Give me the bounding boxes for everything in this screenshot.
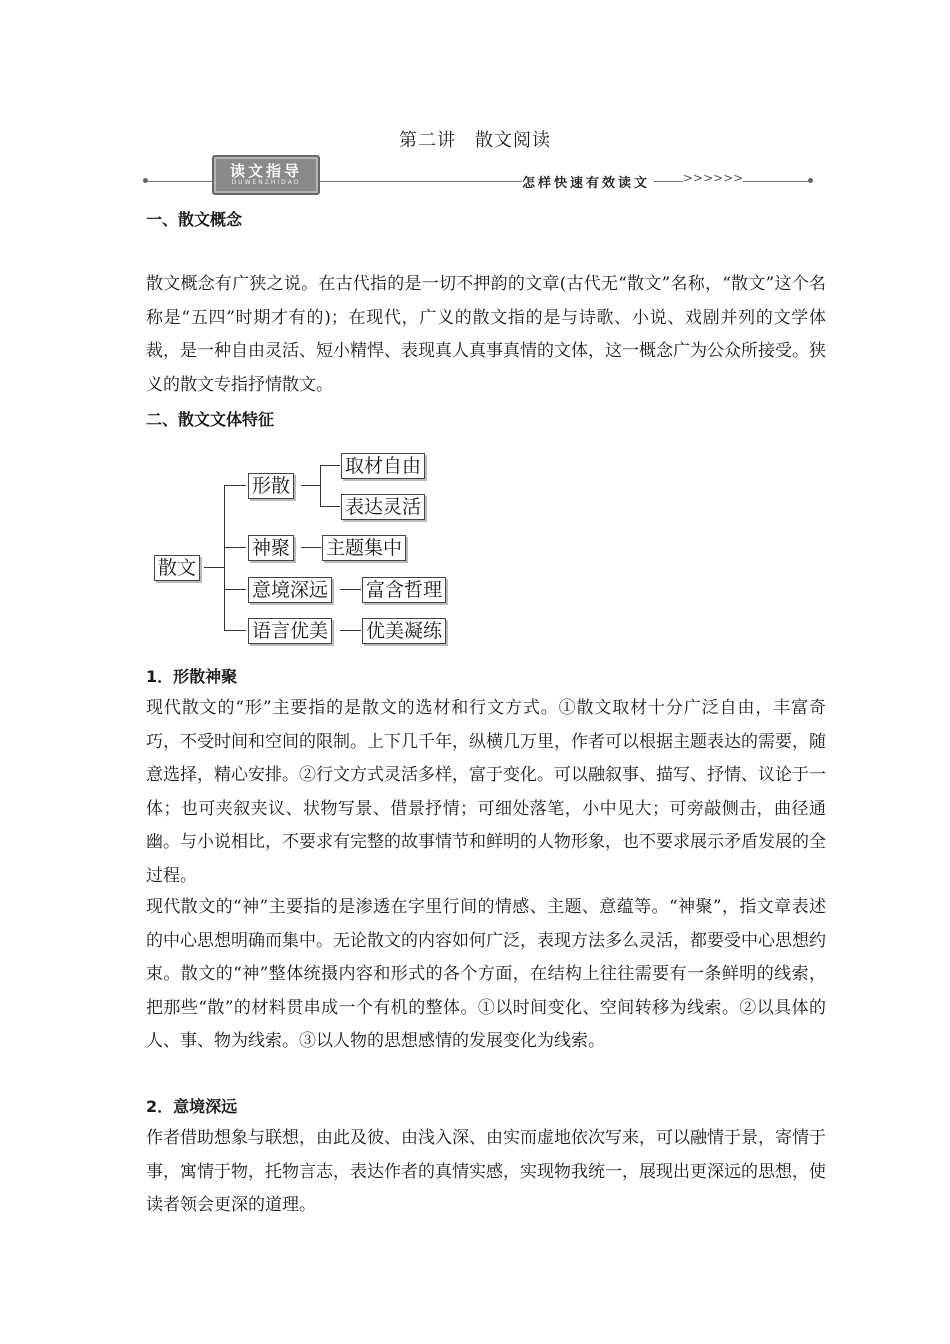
page-title: 第二讲 散文阅读 — [399, 130, 551, 151]
connector — [224, 485, 225, 631]
connector — [320, 506, 340, 507]
connector — [320, 465, 340, 466]
diagram-branch: 神聚 — [248, 535, 294, 561]
diagram-leaf: 富含哲理 — [362, 577, 446, 603]
connector — [224, 589, 246, 590]
subsection-heading-form-spirit: 1．形散神聚 — [146, 667, 238, 686]
diagram-leaf: 取材自由 — [341, 453, 425, 479]
diagram-branch: 形散 — [248, 473, 294, 499]
paragraph-concept: 散文概念有广狭之说。在古代指的是一切不押韵的文章(古代无“散文”名称，“散文”这个名称是“五四”时期才有的)；在现代，广义的散文指的是与诗歌、小说、戏剧并列的文学体裁，是一种自由灵活、短小精悍、表现真人真事真情的文体，这一概念广为公众所接受。狭义的散文专指抒情散文。 — [146, 274, 826, 395]
diagram-leaf: 优美凝练 — [362, 618, 446, 644]
reading-guide-badge — [212, 155, 320, 195]
connector — [224, 485, 246, 486]
paragraph-artistic-conception: 作者借助想象与联想，由此及彼、由浅入深、由实而虚地依次写来，可以融情于景，寄情于事，寓情于物，托物言志，表达作者的真情实感，实现物我统一，展现出更深远的思想，使读者领会更深的道理。 — [146, 1128, 826, 1215]
badge-pinyin: DUWENZHIDAO — [231, 179, 301, 186]
connector — [301, 485, 320, 486]
diagram-leaf: 主题集中 — [322, 535, 406, 561]
connector — [340, 589, 361, 590]
section-heading-features: 二、散文文体特征 — [146, 410, 275, 429]
paragraph-spirit: 现代散文的“神”主要指的是渗透在字里行间的情感、主题、意蕴等。“神聚”，指文章表述的中心思想明确而集中。无论散文的内容如何广泛，表现方法多么灵活，都要受中心思想约束。散文的“神”整体统摄内容和形式的各个方面，在结构上往往需要有一条鲜明的线索，把那些“散”的材料贯串成一个有机的整体。①以时间变化、空间转移为线索。②以具体的人、事、物为线索。③以人物的思想感情的发展变化为线索。 — [146, 897, 826, 1051]
connector — [340, 630, 361, 631]
paragraph-form: 现代散文的“形”主要指的是散文的选材和行文方式。①散文取材十分广泛自由，丰富奇巧，不受时间和空间的限制。上下几千年，纵横几万里，作者可以根据主题表达的需要，随意选择，精心安排。②行文方式灵活多样，富于变化。可以融叙事、描写、抒情、议论于一体；也可夹叙夹议、状物写景、借景抒情；可细处落笔，小中见大；可旁敲侧击，曲径通幽。与小说相比，不要求有完整的故事情节和鲜明的人物形象，也不要求展示矛盾发展的全过程。 — [146, 698, 826, 886]
diagram-branch: 语言优美 — [248, 618, 332, 644]
subsection-heading-artistic-conception: 2．意境深远 — [146, 1097, 238, 1116]
banner-arrows: >>>>>> — [683, 171, 744, 185]
banner-right-label: 怎样快速有效读文 — [522, 172, 654, 191]
diagram-leaf: 表达灵活 — [341, 494, 425, 520]
diagram-root: 散文 — [154, 555, 200, 581]
badge-label: 读文指导 — [229, 162, 302, 180]
section-heading-concept: 一、散文概念 — [146, 210, 243, 229]
connector — [301, 547, 321, 548]
banner-dot-right — [808, 178, 813, 183]
connector — [204, 567, 224, 568]
connector — [224, 547, 246, 548]
diagram-branch: 意境深远 — [248, 577, 332, 603]
connector — [224, 630, 246, 631]
connector — [320, 465, 321, 506]
